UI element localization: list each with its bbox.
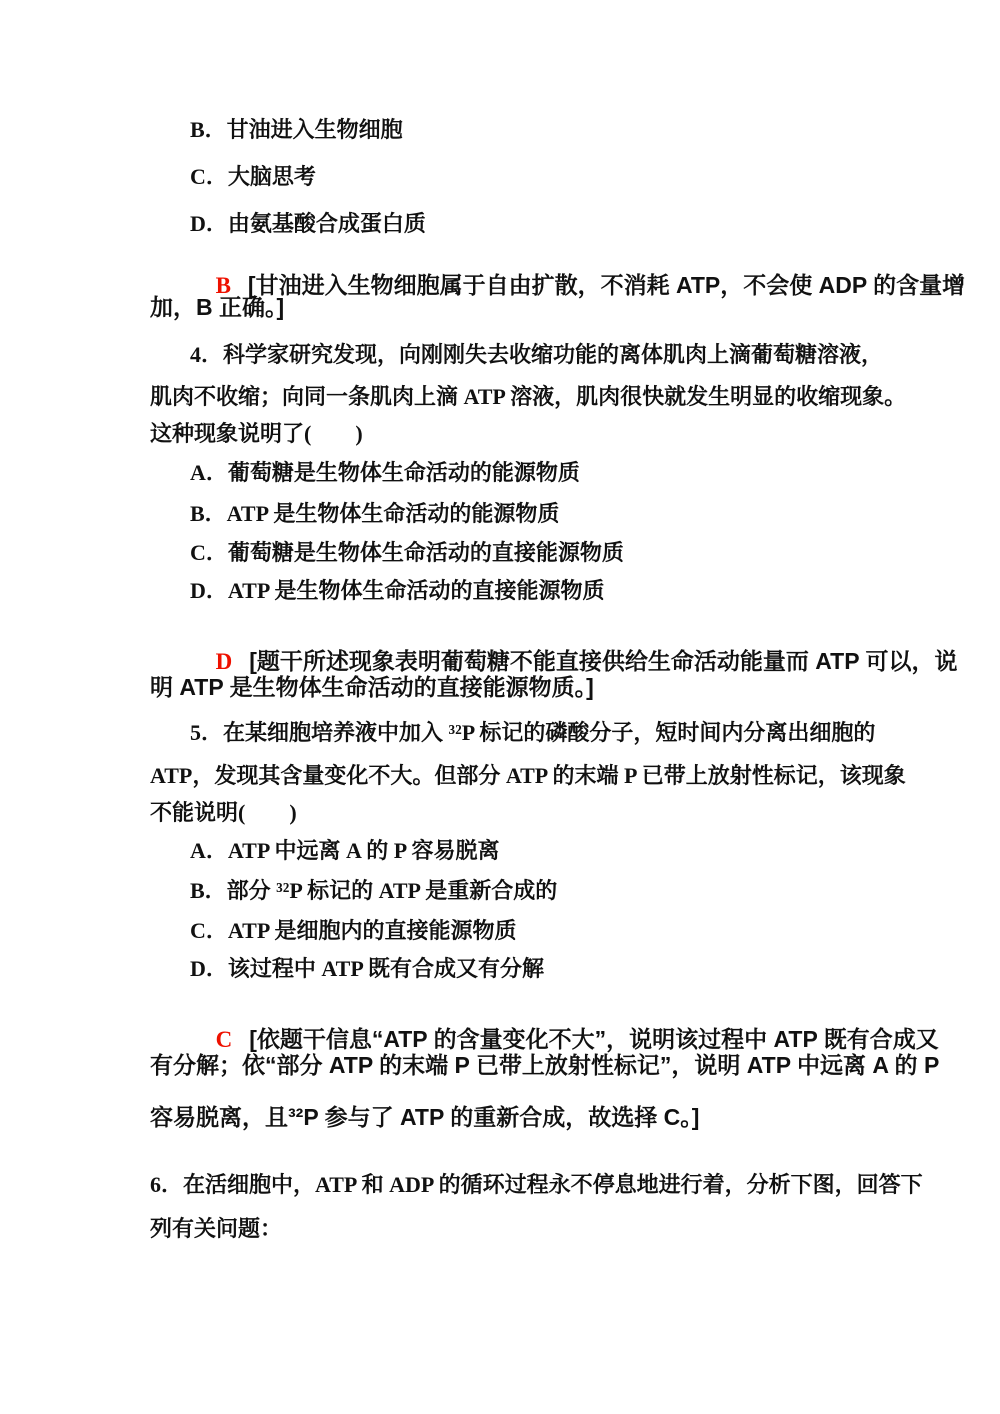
q5-option-a: A．ATP 中远离 A 的 P 容易脱离 [190, 838, 500, 863]
q5-option-b: B．部分 ³²P 标记的 ATP 是重新合成的 [190, 878, 558, 903]
q4-stem-line-1: 4．科学家研究发现，向刚刚失去收缩功能的离体肌肉上滴葡萄糖溶液， [190, 342, 884, 367]
q4-stem-line-2: 肌肉不收缩；向同一条肌肉上滴 ATP 溶液，肌肉很快就发生明显的收缩现象。 [150, 384, 907, 409]
q3-answer-line-2: 加，B 正确。] [150, 294, 285, 320]
q4-option-a: A．葡萄糖是生物体生命活动的能源物质 [190, 460, 580, 485]
q3-answer-letter: B [215, 273, 231, 298]
q6-stem-line-2: 列有关问题： [150, 1216, 283, 1241]
q5-option-d: D．该过程中 ATP 既有合成又有分解 [190, 956, 545, 981]
q3-option-c: C．大脑思考 [190, 164, 316, 189]
q5-stem-line-3: 不能说明( ) [150, 800, 297, 825]
q5-stem-line-1: 5．在某细胞培养液中加入 ³²P 标记的磷酸分子，短时间内分离出细胞的 [190, 720, 876, 745]
q5-answer-line-3: 容易脱离，且³²P 参与了 ATP 的重新合成，故选择 C。] [150, 1104, 700, 1130]
q4-option-d: D．ATP 是生物体生命活动的直接能源物质 [190, 578, 605, 603]
q4-stem-line-3: 这种现象说明了( ) [150, 421, 363, 446]
q4-option-b: B．ATP 是生物体生命活动的能源物质 [190, 501, 560, 526]
q4-answer-text: [题干所述现象表明葡萄糖不能直接供给生命活动能量而 ATP 可以，说 [249, 648, 958, 674]
q3-option-d: D．由氨基酸合成蛋白质 [190, 211, 426, 236]
q5-answer-letter: C [215, 1027, 233, 1052]
q5-stem-line-2: ATP，发现其含量变化不大。但部分 ATP 的末端 P 已带上放射性标记，该现象 [150, 763, 906, 788]
q5-option-c: C．ATP 是细胞内的直接能源物质 [190, 918, 517, 943]
q4-answer-letter: D [215, 649, 233, 674]
q4-option-c: C．葡萄糖是生物体生命活动的直接能源物质 [190, 540, 624, 565]
q3-answer-line-1 [190, 246, 965, 325]
q5-answer-text: [依题干信息“ATP 的含量变化不大”，说明该过程中 ATP 既有合成又 [249, 1026, 939, 1052]
q3-option-b: B．甘油进入生物细胞 [190, 117, 403, 142]
q4-answer-line-2: 明 ATP 是生物体生命活动的直接能源物质。] [150, 674, 594, 700]
q3-answer-text: [甘油进入生物细胞属于自由扩散，不消耗 ATP，不会使 ADP 的含量增 [247, 272, 966, 298]
q6-stem-line-1: 6．在活细胞中，ATP 和 ADP 的循环过程永不停息地进行着，分析下图，回答下 [150, 1172, 923, 1197]
q5-answer-line-2: 有分解；依“部分 ATP 的末端 P 已带上放射性标记”，说明 ATP 中远离 A 的 P [150, 1052, 940, 1078]
